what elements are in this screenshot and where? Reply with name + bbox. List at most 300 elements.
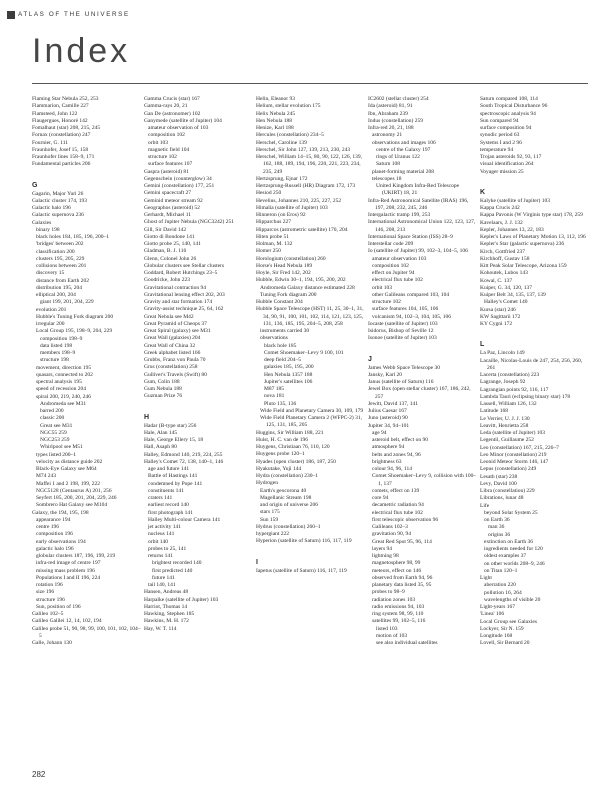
index-subentry: distance from Earth 202 (36, 277, 89, 284)
index-subentry: Galileans 102–3 (372, 524, 408, 530)
index-entry: Glenn, Colonel John 26 (144, 255, 197, 262)
index-subentry: binary 198 (36, 226, 60, 233)
index-subentry: composition 102 (372, 262, 409, 269)
index-subentry: magnetic field 104 (148, 146, 190, 153)
index-entry: Le Verrier, U. J. J. 130 (480, 415, 530, 422)
index-entry: Helium, stellar evolution 175 (256, 103, 321, 110)
index-entry: Hipparcos (astrometric satellite) 170, 204 (256, 226, 348, 233)
index-subsubentry: data listed 198 (40, 342, 73, 349)
index-entry: Lacerta (constellation) 223 (480, 372, 540, 378)
index-entry: Sun compared 94 (480, 117, 519, 124)
index-subentry: size 196 (36, 589, 55, 596)
index-entry: Light (480, 575, 492, 581)
index-entry: Hevelius, Johannes 210, 225, 227, 252 (256, 197, 342, 204)
index-entry: Gum, Colin 188 (144, 378, 180, 385)
index-subentry: elliptical 200, 204 (36, 292, 76, 298)
index-subentry: Sun 159 (260, 516, 279, 523)
index-subentry: on other worlds 208–9, 246 (484, 560, 545, 567)
index-subentry: ingredients needed for 120 (484, 546, 543, 552)
index-entry: Leo (constellation) 167, 215, 226–7 (480, 444, 559, 451)
index-entry: Lepus (constellation) 249 (480, 466, 537, 473)
index-subsubentry: giant 199, 201, 204, 229 (40, 299, 94, 306)
index-entry: Lockyer, Sir N. 159 (480, 625, 524, 632)
index-entry: Infra-red 20, 21, 188 (368, 125, 414, 131)
page-number: 282 (32, 770, 46, 779)
index-entry: Harriot, Thomas 14 (144, 603, 188, 610)
index-entry: Flamsteed, John 122 (32, 110, 78, 117)
index-entry: Galileo Galilei 12, 14, 102, 194 (32, 618, 102, 625)
index-entry: Interstellar code 209 (368, 241, 414, 247)
index-columns (32, 96, 592, 776)
index-entry: Galle, Johann 130 (32, 640, 72, 646)
index-subentry: NGC5128 (Centaurus A) 201, 256 (36, 487, 112, 494)
index-subentry: Halley Multi-colour Camera 141 (148, 516, 221, 523)
index-subentry: orbit 140 (148, 538, 169, 545)
index-subentry: asteroid belt, effect on 90 (372, 437, 428, 443)
index-subentry: planetary data listed 35, 95 (372, 582, 432, 588)
index-subentry: Wide Field Planetary Camera 2 (WFPC-2) 31, 125, 131, 185, 205 (260, 415, 362, 429)
index-subentry: movement, direction 195 (36, 364, 92, 371)
section-letter: I (256, 558, 258, 566)
index-subentry: evolution 201 (36, 306, 67, 313)
index-subentry: spiral 200, 219, 240, 246 (36, 393, 91, 400)
index-subentry: tail 140, 141 (148, 582, 176, 588)
index-entry: Gulliver's Travels (Swift) 80 (144, 371, 207, 378)
index-entry: Kitt Peak Solar Telescope, Arizona 159 (480, 263, 567, 269)
index-subentry: structure 102 (372, 299, 401, 305)
index-subentry: first telescopic observation 96 (372, 516, 439, 523)
index-subentry: infra-red image of centre 197 (36, 560, 101, 567)
index-subentry: ring system 98, 99, 110 (372, 611, 424, 617)
index-subentry: orbit 103 (372, 284, 393, 291)
index-subentry: effect on Jupiter 94 (372, 270, 415, 276)
index-entry: hypergiant 222 (256, 531, 290, 537)
index-entry: Goodricke, John 223 (144, 277, 190, 284)
index-entry: Horse's Head Nebula 189 (256, 262, 313, 269)
index-entry: Fournier, G. 111 (32, 139, 69, 146)
index-entry: Levy, David 100 (480, 480, 517, 487)
index-subentry: pollution 16, 264 (484, 589, 522, 596)
index-entry: Geographos (asteroid) 52 (144, 204, 200, 211)
index-entry: Hadar (B-type star) 256 (144, 422, 197, 429)
index-entry: Hansen, Andreas 48 (144, 589, 189, 596)
index-subentry: spectral analysis 195 (36, 379, 82, 385)
index-entry: Halley's Comet 72, 138, 140–1, 146 (144, 458, 224, 465)
index-entry: International Space Station (ISS) 28–9 (368, 233, 453, 240)
section-gap (144, 401, 254, 408)
index-subsubentry: rings of Uranus 122 (376, 154, 420, 160)
index-entry: Hesiod 250 (256, 190, 282, 197)
index-entry: Lagrangian points 92, 116, 117 (480, 386, 549, 393)
index-subentry: missing mass problem 196 (36, 567, 95, 574)
index-subsubentry: first predicted 140 (152, 567, 193, 574)
index-column-4 (368, 96, 478, 647)
index-entry: Galileo 102–5 (32, 611, 64, 617)
index-entry: Hulst, H. C. van de 196 (256, 436, 308, 443)
index-subentry: quasars, connected to 202 (36, 371, 93, 378)
index-entry: Harpalke (satellite of Jupiter) 103 (144, 596, 219, 603)
index-entry: Lagrange, Joseph 92 (480, 379, 526, 386)
index-entry: Hertzsprung, Ejnar 172 (256, 175, 308, 182)
index-entry: Lacaille, Nicolas-Louis de 247, 254, 256, 260, 261 (480, 357, 583, 371)
index-subsubentry: future 141 (152, 574, 175, 581)
index-entry: Galactic supernova 236 (32, 212, 84, 219)
index-entry: Gegenschein (counterglow) 34 (144, 175, 212, 182)
index-entry: Galileo probe 51, 90, 98, 99, 100, 101, 102, 104–5 (32, 625, 141, 639)
index-subentry: structure 102 (148, 154, 177, 160)
index-entry: Great Pyramid of Cheops 37 (144, 320, 207, 327)
index-subsubentry: centre of the Galaxy 197 (376, 146, 431, 153)
header-marker-square (7, 11, 15, 19)
index-entry: James Webb Space Telescope 30 (368, 364, 440, 371)
index-subsubentry: Saturn 108 (376, 161, 400, 168)
index-subentry: layers 94 (372, 545, 393, 552)
index-subentry: surface features 107 (148, 161, 193, 168)
index-subentry: belts and zones 94, 96 (372, 451, 421, 458)
index-entry: KY Cygni 172 (480, 321, 513, 327)
index-subentry: first photograph 141 (148, 509, 193, 516)
index-entry: Hydra (constellation) 230–1 (256, 473, 319, 479)
index-entry: Juno (asteroid) 90 (368, 415, 408, 422)
index-subentry: colour 94, 96, 114 (372, 466, 412, 472)
index-subentry: comets, effect on 139 (372, 487, 420, 494)
index-subsubentry: Great see M31 (40, 422, 73, 429)
index-subentry: observed from Earth 94, 96 (372, 574, 433, 581)
index-subentry: radiation zones 103 (372, 596, 416, 603)
index-entry: Local Group see Galaxies (480, 618, 537, 625)
index-subentry: speed of recession 204 (36, 386, 86, 393)
index-entry: Lassell, William 126, 132 (480, 401, 537, 407)
index-entry: Leda (satellite of Jupiter) 103 (480, 430, 546, 436)
index-entry: Great Nebula see M42 (144, 313, 194, 320)
index-subentry: meteors, effect on 146 (372, 567, 422, 574)
index-subentry: core 94 (372, 495, 389, 501)
index-subentry: stars 175 (260, 509, 280, 516)
index-subentry: rotation 196 (36, 582, 63, 588)
index-entry: Gum Nebula 188 (144, 386, 182, 392)
running-header (0, 10, 594, 20)
index-subentry: lightning 98 (372, 553, 399, 559)
index-entry: Hinneron (on Eros) 92 (256, 212, 306, 218)
index-subentry: Andromeda Galaxy distance estimated 228 (260, 284, 355, 291)
index-entry: Flaming Star Nebula 252, 253 (32, 96, 99, 102)
index-entry: Gerhardt, Michael 11 (144, 212, 191, 218)
index-subentry: Battle of Hastings 141 (148, 473, 198, 480)
index-subsubentry: see also individual satellites (376, 640, 438, 646)
index-entry: Gravitational lensing effect 202, 203 (144, 291, 225, 298)
running-title: ATLAS OF THE UNIVERSE (18, 11, 130, 18)
index-entry: Hen Nebula 188 (256, 117, 293, 124)
index-entry: Gravitational contraction 94 (144, 284, 207, 291)
index-subsubentry: galaxies 185, 195, 200 (264, 364, 314, 371)
index-subentry: discovery 15 (36, 270, 65, 277)
index-entry: Hiten probe 51 (256, 233, 289, 240)
index-entry: Hercules (constellation) 234–5 (256, 132, 324, 139)
index-entry: 'Linea' 106 (480, 611, 505, 618)
index-entry: temperature 94 (480, 146, 514, 153)
index-entry: Gamma-rays 20, 21 (144, 103, 188, 110)
index-entry: Fomalhaut (star) 208, 215, 245 (32, 125, 101, 131)
index-subentry: electrical flux tube 102 (372, 509, 423, 516)
index-entry: Kepler's Star (galactic supernova) 236 (480, 241, 565, 248)
index-entry: Lovell, Sir Bernard 20 (480, 640, 530, 647)
index-subentry: Hubble's Tuning Fork diagram 200 (36, 313, 114, 320)
index-subentry: surface features 104, 105, 106 (372, 306, 439, 313)
index-subsubentry: brightest recorded 140 (152, 560, 202, 567)
index-subentry: radio emissions 94, 103 (372, 603, 425, 610)
index-entry: Great Wall (galaxies) 204 (144, 335, 201, 342)
index-entry: Iocaste (satellite of Jupiter) 103 (368, 320, 438, 327)
index-entry: Lesath (star) 238 (480, 473, 518, 480)
index-entry: Hubble Constant 204 (256, 299, 303, 305)
index-entry: Flaugergues, Honoré 142 (32, 117, 88, 124)
index-entry: Huggins, Sir William 188, 221 (256, 429, 324, 436)
index-entry: Guzman Prize 76 (144, 393, 183, 400)
section-letter: G (32, 181, 38, 189)
index-entry: Isonoe (satellite of Jupiter) 103 (368, 335, 437, 342)
index-subentry: gravitation 90, 94 (372, 531, 411, 538)
index-entry: Librations, lunar 48 (480, 495, 524, 502)
index-entry: Ghost of Jupiter Nebula (NGC3242) 251 (144, 219, 234, 226)
index-subentry: observations and images 106 (372, 139, 436, 146)
index-entry: Kappa Pavonis (W Virginis type star) 178, 259 (480, 212, 583, 219)
index-entry: Goddard, Robert Hutchings 23–5 (144, 270, 218, 276)
index-entry: Hale, Alan 145 (144, 429, 178, 436)
index-entry: Gill, Sir David 142 (144, 226, 187, 233)
index-entry: synodic period 63 (480, 132, 520, 139)
index-subentry: oldest examples 37 (484, 553, 527, 560)
index-entry: Hipparchus 227 (256, 219, 291, 226)
index-subentry: and origin of universe 206 (260, 502, 319, 508)
index-subentry: Tuning Fork diagram 200 (260, 291, 317, 298)
index-entry: Herschel, Sir John 127, 139, 213, 230, 243 (256, 146, 351, 153)
index-entry: Hay, W. T. 114 (144, 625, 177, 632)
index-subentry: black holes 184, 185, 196, 200–1 (36, 234, 110, 240)
index-subentry: clusters 195, 205, 229 (36, 255, 85, 262)
index-entry: Himalia (satellite of Jupiter) 103 (256, 204, 328, 211)
index-subentry: other Galileans compared 103, 104 (372, 291, 450, 298)
index-entry: Gemini (constellation) 177, 251 (144, 183, 215, 189)
index-subentry: globular clusters 187, 196, 199, 219 (36, 553, 116, 559)
index-entry: Kursa (star) 246 (480, 306, 516, 313)
index-entry: Greek alphabet listed 166 (144, 349, 201, 356)
index-subentry: craters 141 (148, 495, 173, 501)
index-subentry: Comet Shoemaker–Levy 9, collision with 100–1, 137 (372, 473, 477, 487)
index-entry: Kappa Crucis 242 (480, 205, 520, 211)
index-subsubentry: structure 198 (40, 357, 69, 364)
index-entry: Horologium (constellation) 260 (256, 255, 326, 262)
index-entry: Kepler, Johannes 13, 22, 183 (480, 226, 544, 233)
index-subentry: constituents 141 (148, 487, 184, 494)
index-subsubentry: United Kingdom Infra-Red Telescope (UKIRT) 18, 21 (376, 183, 460, 197)
index-subentry: Magellanic Stream 198 (260, 494, 312, 501)
index-entry: Gladman, B. J. 116 (144, 248, 187, 255)
section-letter: K (480, 188, 486, 196)
index-subentry: Halley's Comet 140 (484, 299, 528, 306)
index-subentry: orbit 103 (148, 139, 169, 146)
index-entry: Fraunhofer lines 158–9, 171 (32, 154, 95, 160)
index-entry: Kowal, C. 137 (480, 277, 513, 284)
index-subentry: composition 102 (148, 132, 185, 139)
index-entry: Isidorus, Bishop of Seville 12 (368, 328, 434, 334)
index-entry: Grubbs, Franz von Paula 70 (144, 357, 206, 363)
index-entry: Henize, Karl 188 (256, 125, 294, 131)
index-subentry: types listed 200–1 (36, 451, 77, 458)
index-column-5 (480, 96, 590, 648)
index-entry: Kalyke (satellite of Jupiter) 103 (480, 197, 550, 204)
index-entry: Hawkins, M. H. 172 (144, 618, 189, 625)
index-subsubentry: black hole 185 (264, 342, 297, 349)
index-entry: Life (480, 502, 490, 509)
index-subentry: age and future 141 (148, 466, 190, 472)
index-entry: Jewel Box (open stellar cluster) 167, 186, 242, 257 (368, 386, 471, 400)
index-subentry: Earth's geocorona 40 (260, 487, 307, 494)
index-entry: Leavitt, Henrietta 258 (480, 422, 529, 429)
index-subsubentry: composition 198–9 (40, 335, 83, 342)
index-entry: Hyades (open cluster) 186, 187, 250 (256, 458, 336, 465)
index-entry: Herschel, Caroline 139 (256, 139, 307, 146)
index-subentry: Black-Eye Galaxy see M64 (36, 466, 97, 472)
index-entry: Hydrus (constellation) 260–1 (256, 523, 321, 530)
index-subsubentry: motion of 103 (376, 632, 408, 639)
index-entry: Kavelaars, J. J. 132 (480, 219, 523, 226)
index-subentry: structure 196 (36, 596, 65, 603)
index-subentry: probes to 98–9 (372, 589, 405, 596)
section-letter: L (480, 341, 485, 349)
index-subentry: astronomy 21 (372, 132, 403, 139)
index-subentry: classification 200 (36, 248, 75, 255)
index-subentry: on Titan 120–1 (484, 567, 518, 574)
index-entry: Leonid Meteor Storm 146, 147 (480, 459, 549, 465)
index-entry: Ganymede (satellite of Jupiter) 104 (144, 117, 222, 124)
index-entry: Globular clusters see Stellar clusters (144, 262, 225, 269)
index-subsubentry: Hen Nebula 1357 188 (264, 371, 313, 378)
title-rule (32, 83, 588, 84)
index-subentry: early observations 194 (36, 538, 86, 545)
index-entry: visual identification 264 (480, 161, 534, 168)
index-entry: Fundamental particles 206 (32, 161, 91, 168)
section-letter: H (144, 413, 150, 421)
index-entry: Hertzsprung-Russell (HR) Diagram 172, 173 (256, 183, 356, 189)
index-entry: La Paz, Lincoln 149 (480, 350, 525, 357)
index-entry: Great Wall of China 32 (144, 342, 196, 349)
index-entry: Hawking, Stephen 185 (144, 611, 195, 617)
index-subentry: Sun, position of 196 (36, 603, 81, 610)
index-entry: Latitude 168 (480, 408, 508, 415)
index-subentry: Sombrero Hat Galaxy see M104 (36, 502, 108, 509)
section-gap (480, 176, 590, 183)
index-entry: Gaspra (asteroid) 81 (144, 168, 189, 175)
index-subentry: jet activity 141 (148, 524, 181, 530)
index-entry: Homer 250 (256, 248, 281, 255)
index-entry: Huygens, Christiaan 76, 110, 120 (256, 444, 330, 450)
index-subsubentry: NGC55 259 (40, 429, 67, 436)
index-subsubentry: listed 103 (376, 625, 398, 632)
index-subentry: brightness 63 (372, 458, 402, 465)
section-letter: J (368, 355, 372, 363)
index-subsubentry: Pluto 135, 136 (264, 400, 297, 407)
index-subsubentry: members 198–9 (40, 350, 76, 356)
index-subentry: wavelengths of visible 20 (484, 596, 541, 603)
index-entry: Longitude 168 (480, 633, 513, 639)
page-title: Index (32, 32, 131, 70)
index-subsubentry: NGC253 259 (40, 437, 70, 443)
index-subentry: collisions between 201 (36, 263, 87, 269)
index-entry: South Tropical Disturbance 96 (480, 103, 548, 110)
index-subentry: volcanism 94, 102–3, 104, 105, 106 (372, 313, 451, 320)
index-entry: Gagarin, Major Yuri 26 (32, 190, 84, 197)
index-entry: Helin, Eleanor 93 (256, 96, 295, 102)
index-subentry: electrical flux tube 102 (372, 277, 423, 284)
index-subentry: appearance 194 (36, 516, 71, 523)
index-subentry: extinction on Earth 36 (484, 538, 534, 545)
index-subentry: earliest record 140 (148, 502, 189, 509)
index-entry: Galactic halo 196 (32, 205, 71, 211)
index-subentry: Wide Field and Planetary Camera 30, 109, 179 (260, 407, 364, 414)
index-entry: Galaxies (32, 219, 52, 226)
section-gap (368, 343, 478, 350)
index-entry: Hubble Space Telescope (HST) 11, 25, 30–1, 31, 34, 90, 91, 100, 101, 102, 114, 121, 123, 125, 131, 136, 185, 195, 204–5, 208, 258 (256, 306, 364, 327)
index-subsubentry: classic 200 (40, 415, 65, 422)
index-entry: Giotto probe 25, 140, 141 (144, 241, 201, 247)
index-entry: Geminid meteor stream 92 (144, 197, 203, 204)
index-entry: Galaxy, the 194, 195, 198 (32, 509, 89, 516)
index-entry: Gravity-assist technique 25, 64, 162 (144, 306, 224, 313)
index-entry: Kohoutek, Lubos 143 (480, 270, 528, 277)
index-subentry: nucleus 141 (148, 531, 175, 538)
index-entry: Huygens probe 120–1 (256, 451, 305, 458)
index-subentry: returns 141 (148, 553, 173, 559)
index-subentry: magnetosphere 98, 99 (372, 560, 421, 567)
index-entry: Ibn, Abraham 239 (368, 110, 408, 117)
index-subentry: amateur observation of 103 (148, 125, 209, 131)
index-subentry: Great Red Spot 95, 96, 114 (372, 538, 432, 545)
index-entry: Gemini spacecraft 27 (144, 190, 192, 197)
index-subentry: Maffei 1 and 2 198, 199, 222 (36, 480, 101, 487)
index-subentry: decametric radiation 94 (372, 502, 424, 509)
index-entry: Galactic cluster 174, 193 (32, 197, 87, 204)
index-entry: Kuiper Belt 34, 135, 137, 139 (480, 292, 546, 298)
index-entry: Hall, Asaph 80 (144, 444, 177, 451)
index-entry: Voyager mission 25 (480, 168, 524, 175)
index-entry: Kirchhoff, Gustav 158 (480, 255, 530, 262)
index-subentry: composition 196 (36, 531, 73, 538)
index-subentry: velocity as distance guide 202 (36, 458, 103, 465)
index-entry: Herschel, William 14–15, 80, 90, 122, 126, 139, 162, 188, 189, 194, 196, 220, 221, 223, 234, 235, 249 (256, 154, 362, 175)
index-subentry: telescopes 18 (372, 175, 402, 182)
index-subentry: observations (260, 335, 288, 342)
index-entry: Infra-Red Astronomical Satellite (IRAS) 196, 197, 208, 232, 245, 246 (368, 197, 469, 211)
index-column-3 (256, 96, 366, 575)
index-entry: Legentil, Guillaume 252 (480, 437, 534, 444)
index-entry: Fornax (constellation) 247 (32, 132, 91, 139)
index-subentry: amateur observation 103 (372, 255, 427, 262)
index-entry: Ida (asteroid) 81, 91 (368, 103, 413, 110)
index-subsubentry: Andromeda see M31 (40, 400, 87, 407)
index-subsubentry: origins 36 (488, 531, 511, 538)
index-subentry: Local Group 195, 198–9, 204, 229 (36, 328, 113, 335)
index-entry: Grus (constellation) 258 (144, 364, 198, 371)
index-entry: Lambda Tauri (eclipsing binary star) 178 (480, 393, 571, 400)
index-subentry: Seyfert 185, 200, 201, 204, 229, 246 (36, 495, 117, 501)
index-entry: Fraunhofer, Josef 15, 158 (32, 146, 89, 153)
index-entry: Systems I and 2 96 (480, 139, 522, 146)
index-entry: Kepler's Laws of Planetary Motion 13, 112, 196 (480, 234, 586, 240)
index-entry: Trojan asteroids 92, 93, 117 (480, 154, 542, 160)
index-subentry: atmosphere 94 (372, 444, 405, 451)
index-entry: Great Spiral (galaxy) see M31 (144, 328, 211, 334)
index-entry: Gamma Crucis (star) 167 (144, 96, 200, 102)
